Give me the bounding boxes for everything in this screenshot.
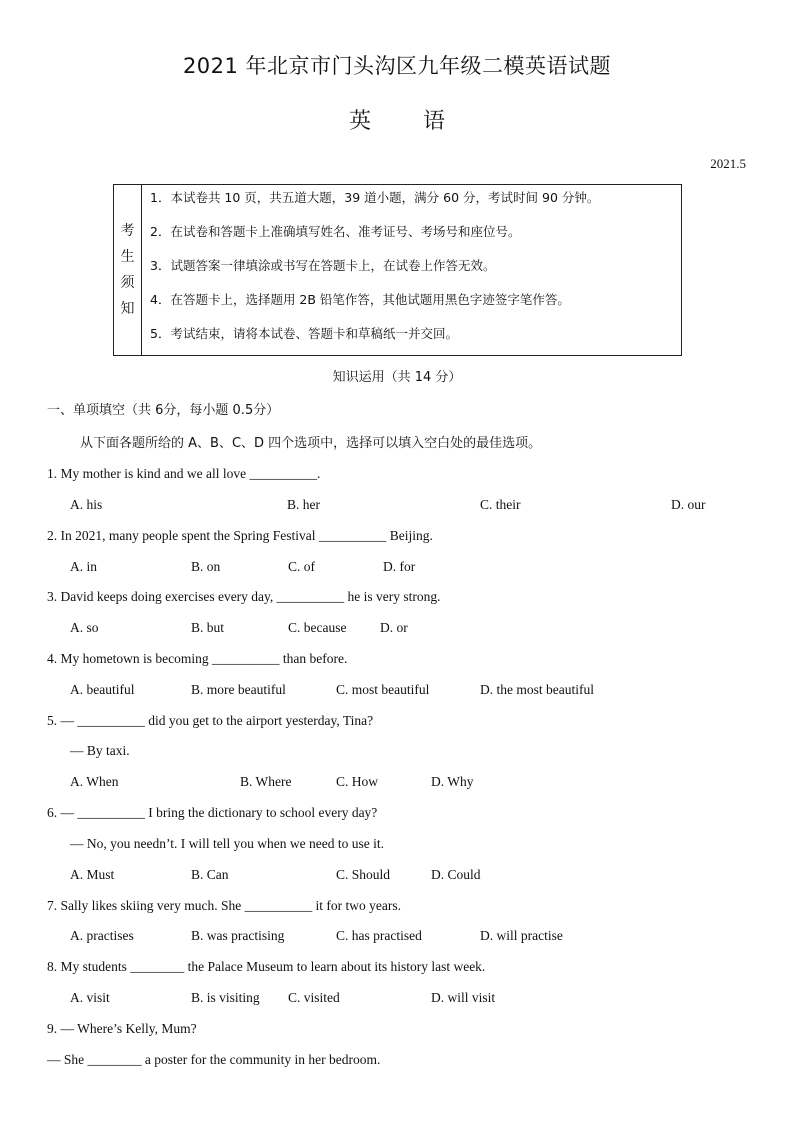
- question-3-stem: 3. David keeps doing exercises every day, __________ he is very strong.: [47, 589, 441, 604]
- subject-char-1: 英: [348, 109, 371, 134]
- question-3-option-b: B. but: [191, 620, 225, 635]
- question-3-option-d: D. or: [380, 620, 408, 635]
- question-5-option-c: C. How: [336, 774, 379, 789]
- question-2-option-b: B. on: [191, 559, 221, 574]
- question-3-option-c: C. because: [288, 620, 347, 635]
- candidate-notice-box: [113, 184, 682, 356]
- notice-item-2: 2．在试卷和答题卡上准确填写姓名、准考证号、考场号和座位号。: [150, 224, 521, 239]
- question-7-option-d: D. will practise: [480, 928, 563, 943]
- question-4-option-a: A. beautiful: [70, 682, 135, 697]
- question-8-option-d: D. will visit: [431, 990, 496, 1005]
- question-1-option-a: A. his: [70, 497, 103, 512]
- question-7-stem: 7. Sally likes skiing very much. She __________ it for two years.: [47, 898, 401, 913]
- question-3-option-a: A. so: [70, 620, 99, 635]
- question-8-option-c: C. visited: [288, 990, 340, 1005]
- question-9-reply: — She ________ a poster for the community in her bedroom.: [47, 1052, 381, 1067]
- question-7-option-a: A. practises: [70, 928, 134, 943]
- question-7-option-c: C. has practised: [336, 928, 422, 943]
- notice-item-4: 4．在答题卡上，选择题用 2B 铅笔作答，其他试题用黑色字迹签字笔作答。: [150, 292, 570, 307]
- question-2-option-a: A. in: [70, 559, 97, 574]
- question-6-stem: 6. — __________ I bring the dictionary to school every day?: [47, 805, 378, 820]
- question-5-option-b: B. Where: [240, 774, 292, 789]
- subject-char-2: 语: [423, 109, 446, 134]
- subject-title: [0, 104, 794, 135]
- notice-side-char-3: 须: [120, 275, 135, 291]
- question-8-option-a: A. visit: [70, 990, 110, 1005]
- part-title: 一、单项填空（共 6分，每小题 0.5分）: [47, 403, 280, 418]
- question-5-option-d: D. Why: [431, 774, 474, 789]
- question-7-option-b: B. was practising: [191, 928, 285, 943]
- question-2-option-c: C. of: [288, 559, 315, 574]
- notice-item-3: 3．试题答案一律填涂或书写在答题卡上，在试卷上作答无效。: [150, 258, 496, 273]
- question-8-option-b: B. is visiting: [191, 990, 260, 1005]
- notice-side-label: [114, 185, 142, 355]
- question-2-option-d: D. for: [383, 559, 416, 574]
- question-4-option-d: D. the most beautiful: [480, 682, 594, 697]
- question-8-stem: 8. My students ________ the Palace Museum to learn about its history last week.: [47, 959, 486, 974]
- question-1-stem: 1. My mother is kind and we all love __________.: [47, 466, 321, 481]
- notice-side-char-4: 知: [120, 301, 135, 317]
- page-title: 2021 年北京市门头沟区九年级二模英语试题: [182, 54, 612, 78]
- question-1-option-b: B. her: [287, 497, 320, 512]
- question-6-option-c: C. Should: [336, 867, 391, 882]
- question-1-option-c: C. their: [480, 497, 521, 512]
- exam-date: 2021.5: [710, 156, 746, 171]
- question-6-option-a: A. Must: [70, 867, 115, 882]
- question-6-reply: — No, you needn’t. I will tell you when we need to use it.: [70, 836, 384, 851]
- question-2-stem: 2. In 2021, many people spent the Spring Festival __________ Beijing.: [47, 528, 433, 543]
- notice-item-1: 1．本试卷共 10 页，共五道大题，39 道小题，满分 60 分，考试时间 90 分钟。: [150, 190, 600, 205]
- section-heading: 知识运用（共 14 分）: [332, 370, 462, 385]
- question-4-option-b: B. more beautiful: [191, 682, 286, 697]
- part-instruction: 从下面各题所给的 A、B、C、D 四个选项中，选择可以填入空白处的最佳选项。: [80, 436, 542, 451]
- question-6-option-b: B. Can: [191, 867, 229, 882]
- question-9-stem: 9. — Where’s Kelly, Mum?: [47, 1021, 197, 1036]
- question-4-stem: 4. My hometown is becoming __________ than before.: [47, 651, 348, 666]
- notice-side-char-2: 生: [120, 249, 135, 265]
- question-5-stem: 5. — __________ did you get to the airport yesterday, Tina?: [47, 713, 374, 728]
- question-5-option-a: A. When: [70, 774, 119, 789]
- question-5-reply: — By taxi.: [70, 743, 130, 758]
- notice-item-5: 5．考试结束，请将本试卷、答题卡和草稿纸一并交回。: [150, 326, 458, 341]
- question-4-option-c: C. most beautiful: [336, 682, 430, 697]
- question-6-option-d: D. Could: [431, 867, 481, 882]
- question-1-option-d: D. our: [671, 497, 706, 512]
- notice-side-char-1: 考: [120, 223, 135, 239]
